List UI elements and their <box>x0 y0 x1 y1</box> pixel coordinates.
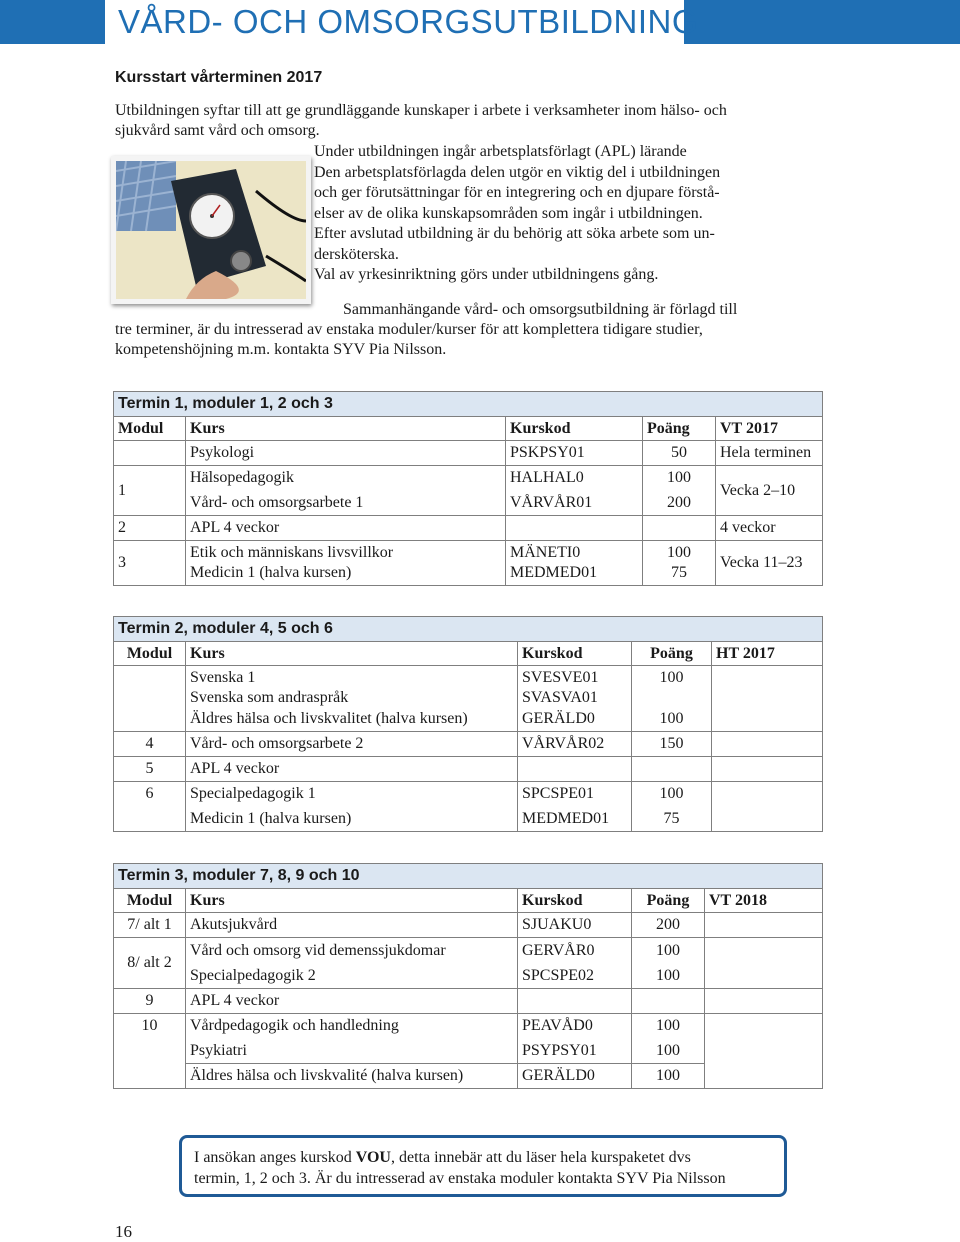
para2-line-1: Sammanhängande vård- och omsorgsutbildning är förlagd till <box>343 301 738 318</box>
kurskod-cell: SVESVE01 <box>522 668 599 686</box>
apl-line-2: Den arbetsplatsförlagda delen utgör en viktig del i utbildningen <box>314 163 721 181</box>
poang-cell: 200 <box>643 491 716 516</box>
termin3-title: Termin 3, moduler 7, 8, 9 och 10 <box>114 864 823 889</box>
modul-cell: 8/ alt 2 <box>114 938 186 989</box>
table-row <box>114 938 823 989</box>
col-modul: Modul <box>114 642 186 666</box>
termin2-title: Termin 2, moduler 4, 5 och 6 <box>114 617 823 642</box>
table-row <box>114 989 823 1014</box>
table-row <box>114 441 823 466</box>
page-title: VÅRD- OCH OMSORGSUTBILDNING <box>118 3 699 40</box>
section-subtitle: Kursstart vårterminen 2017 <box>115 69 323 86</box>
col-kurs: Kurs <box>186 889 518 913</box>
poang-cell: 100 <box>643 466 716 491</box>
kurskod-cell: GERÄLD0 <box>518 1064 632 1089</box>
table-row <box>114 1064 823 1089</box>
termin1-title: Termin 1, moduler 1, 2 och 3 <box>114 392 823 417</box>
modul-cell: 9 <box>114 989 186 1014</box>
kurs-cell: APL 4 veckor <box>186 757 518 782</box>
kurs-cell: APL 4 veckor <box>186 989 518 1014</box>
kurskod-cell: GERVÅR0 <box>522 942 595 959</box>
termin2-table <box>113 616 823 832</box>
termin3-table <box>113 863 823 1089</box>
header-band-right <box>684 0 960 44</box>
col-kurskod: Kurskod <box>506 417 643 441</box>
kurs-cell: Vård och omsorg vid demenssjukdomar <box>190 942 446 959</box>
kurs-cell: Specialpedagogik 2 <box>190 967 316 984</box>
modul-cell: 10 <box>114 1014 186 1039</box>
kurs-cell: Medicin 1 (halva kursen) <box>186 807 518 832</box>
kurs-cell: Vård- och omsorgsarbete 1 <box>186 491 506 516</box>
termin1-table <box>113 391 823 586</box>
table-row <box>114 807 823 832</box>
page-number: 16 <box>115 1222 132 1241</box>
modul-cell: 2 <box>114 516 186 541</box>
kurs-cell: Etik och människans livsvillkor <box>190 544 394 561</box>
period-cell: Vecka 2–10 <box>716 466 823 516</box>
kurs-cell: Psykologi <box>186 441 506 466</box>
kurs-cell: Äldres hälsa och livskvalitet (halva kursen) <box>190 709 468 727</box>
table-row <box>114 757 823 782</box>
col-modul: Modul <box>114 417 186 441</box>
note-text: I ansökan anges kurskod <box>194 1149 356 1166</box>
intro-line-2: sjukvård samt vård och omsorg. <box>115 122 320 139</box>
poang-cell: 100 <box>632 1039 705 1064</box>
col-poang: Poäng <box>643 417 716 441</box>
kurskod-cell: VÅRVÅR02 <box>518 732 632 757</box>
table-row <box>114 666 823 732</box>
col-poang: Poäng <box>632 889 705 913</box>
apl-line-3: och ger förutsättningar för en integrering och en djupare förstå- <box>314 184 720 201</box>
col-kurskod: Kurskod <box>518 642 632 666</box>
note-line-2: termin, 1, 2 och 3. Är du intresserad av enstaka moduler kontakta SYV Pia Nilsson <box>194 1170 726 1187</box>
table-row <box>114 1039 823 1064</box>
apl-line-7: Val av yrkesinriktning görs under utbildningens gång. <box>314 266 659 283</box>
table-row <box>114 913 823 938</box>
para2-line-2: tre terminer, är du intresserad av enstaka moduler/kurser för att komplettera tidigare studier, <box>115 321 703 338</box>
kurs-cell: APL 4 veckor <box>186 516 506 541</box>
poang-cell: 50 <box>643 441 716 466</box>
col-kurs: Kurs <box>186 417 506 441</box>
para2-line-3: kompetenshöjning m.m. kontakta SYV Pia Nilsson. <box>115 341 447 358</box>
table-row <box>114 466 823 491</box>
table-row <box>114 732 823 757</box>
intro-line-1: Utbildningen syftar till att ge grundläggande kunskaper i arbete i verksamheter inom hälso- och <box>115 102 727 119</box>
kurskod-cell: MÄNETI0 <box>510 544 581 561</box>
col-period: VT 2017 <box>716 417 823 441</box>
poang-cell: 200 <box>632 913 705 938</box>
kurs-cell: Svenska som andraspråk <box>190 689 349 707</box>
kurskod-cell: SJUAKU0 <box>518 913 632 938</box>
kurs-cell: Svenska 1 <box>190 668 256 686</box>
kurskod-cell: VÅRVÅR01 <box>506 491 643 516</box>
modul-cell: 4 <box>114 732 186 757</box>
poang-cell: 100 <box>632 1014 705 1039</box>
kurskod-cell: PEAVÅD0 <box>518 1014 632 1039</box>
apl-line-1: Under utbildningen ingår arbetsplatsförlagt (APL) lärande <box>314 143 687 160</box>
kurskod-cell: PSKPSY01 <box>506 441 643 466</box>
col-poang: Poäng <box>632 642 712 666</box>
kurskod-cell: MEDMED01 <box>510 564 598 581</box>
table-row <box>114 1014 823 1039</box>
modul-cell: 6 <box>114 782 186 807</box>
kurs-cell: Vårdpedagogik och handledning <box>186 1014 518 1039</box>
kurskod-cell: SPCSPE01 <box>518 782 632 807</box>
table-row <box>114 782 823 807</box>
poang-cell: 150 <box>632 732 712 757</box>
poang-cell: 75 <box>632 807 712 832</box>
application-note <box>179 1135 787 1197</box>
kurskod-cell: SVASVA01 <box>522 689 598 707</box>
poang-cell: 100 <box>659 668 684 686</box>
poang-cell: 100 <box>667 544 691 561</box>
modul-cell: 7/ alt 1 <box>114 913 186 938</box>
modul-cell: 5 <box>114 757 186 782</box>
poang-cell: 100 <box>659 709 684 727</box>
kurs-cell: Vård- och omsorgsarbete 2 <box>186 732 518 757</box>
period-cell: Vecka 11–23 <box>716 541 823 586</box>
apl-line-6: dersköterska. <box>314 245 399 263</box>
poang-cell: 100 <box>632 782 712 807</box>
apl-line-4: elser av de olika kunskapsområden som ingår i utbildningen. <box>314 204 703 222</box>
col-period: VT 2018 <box>705 889 823 913</box>
poang-cell: 100 <box>632 1064 705 1089</box>
kurskod-cell: MEDMED01 <box>518 807 632 832</box>
kurs-cell: Medicin 1 (halva kursen) <box>190 564 352 581</box>
note-text: , detta innebär att du läser hela kurspaketet dvs <box>390 1149 691 1166</box>
col-modul: Modul <box>114 889 186 913</box>
modul-cell: 1 <box>114 466 186 516</box>
note-line-1 <box>194 1147 772 1168</box>
kurs-cell: Hälsopedagogik <box>186 466 506 491</box>
table-row <box>114 541 823 586</box>
col-kurs: Kurs <box>186 642 518 666</box>
course-code: VOU <box>355 1149 391 1166</box>
kurs-cell: Akutsjukvård <box>186 913 518 938</box>
kurskod-cell: GERÄLD0 <box>522 709 595 727</box>
apl-line-5: Efter avslutad utbildning är du behörig att söka arbete som un- <box>314 225 715 242</box>
poang-cell: 100 <box>656 967 680 984</box>
col-kurskod: Kurskod <box>518 889 632 913</box>
kurs-cell: Psykiatri <box>186 1039 518 1064</box>
kurs-cell: Specialpedagogik 1 <box>186 782 518 807</box>
period-cell: 4 veckor <box>716 516 823 541</box>
kurskod-cell: PSYPSY01 <box>518 1039 632 1064</box>
poang-cell: 100 <box>656 942 680 959</box>
blood-pressure-cuff-icon <box>116 161 306 299</box>
kurskod-cell: SPCSPE02 <box>522 967 595 984</box>
col-period: HT 2017 <box>712 642 823 666</box>
kurskod-cell: HALHAL0 <box>506 466 643 491</box>
header-band-left <box>0 0 105 44</box>
modul-cell: 3 <box>114 541 186 586</box>
period-cell: Hela terminen <box>716 441 823 466</box>
blood-pressure-photo <box>111 156 311 304</box>
poang-cell: 75 <box>671 564 687 581</box>
kurs-cell: Äldres hälsa och livskvalité (halva kursen) <box>186 1064 518 1089</box>
table-row <box>114 516 823 541</box>
